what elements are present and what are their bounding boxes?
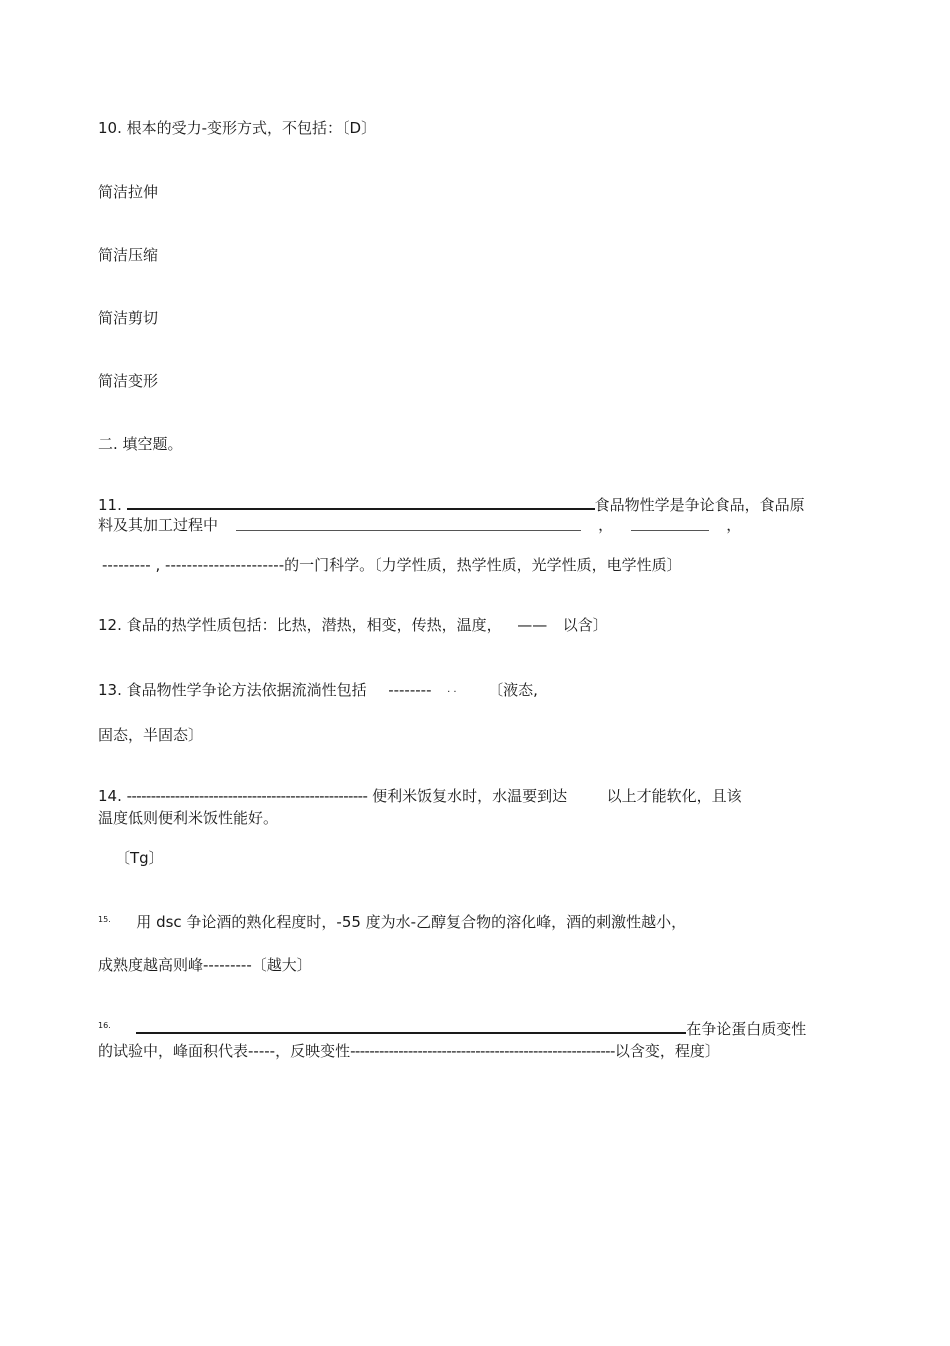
q16-dashes-1: -----	[248, 1042, 276, 1060]
q12-text: 12. 食品的热学性质包括：比热，潜热，相变，传热，温度，	[98, 616, 502, 634]
q13-line2: 固态，半固态〕	[98, 726, 204, 744]
q11-dashes-b: ----------------------	[165, 556, 285, 574]
q15-text-a: 成熟度越高则峰	[98, 956, 204, 974]
q14-line2: 温度低则便利米饭性能好。	[98, 809, 279, 827]
q11-line1	[98, 494, 805, 515]
q16-dashes-2: -------------------------------------------------------	[350, 1042, 615, 1060]
q11-comma-1: ，	[598, 516, 614, 534]
q15-text: 用 dsc 争论酒的熟化程度时，-55 度为水-乙醇复合物的溶化峰，酒的刺激性越小，	[136, 913, 687, 931]
q14-number: 14.	[98, 787, 122, 805]
q14-text2: 以上才能软化，且该	[606, 787, 742, 805]
q16-text-b: ，反映变性	[275, 1042, 351, 1060]
q10-option-b: 简洁压缩	[98, 246, 159, 264]
q10-option-c: 简洁剪切	[98, 309, 159, 327]
q16-blank	[136, 1018, 686, 1034]
q15-text-b: 〔越大〕	[251, 956, 312, 974]
q10-stem: 10. 根本的受力-变形方式，不包括：〔D〕	[98, 119, 377, 137]
q13-dashes: --------	[388, 681, 432, 699]
q13-text: 13. 食品物性学争论方法依据流淌性包括	[98, 681, 367, 699]
q15-line2	[98, 955, 312, 975]
q11-line2	[98, 515, 741, 535]
q11-blank-2	[236, 520, 581, 531]
q16-line2	[98, 1041, 720, 1061]
q16-line1	[98, 1018, 806, 1039]
q15-line1	[98, 912, 686, 932]
q16-text-c: 以含变，程度〕	[614, 1042, 720, 1060]
q11-blank-3	[631, 520, 709, 531]
q11-dashes-a: ---------	[102, 556, 151, 574]
q11-line3	[102, 555, 682, 575]
q10-option-d: 简洁变形	[98, 372, 159, 390]
q16-text-a: 的试验中，峰面积代表	[98, 1042, 249, 1060]
section-title-fill-in: 二. 填空题。	[98, 435, 183, 453]
q11-blank-1	[127, 494, 595, 510]
q11-separator: ,	[150, 556, 166, 574]
q13-tail: 〔液态,	[488, 681, 538, 699]
q13-line1	[98, 680, 538, 703]
q11-number: 11.	[98, 496, 122, 514]
q11-text1: 食品物性学是争论食品，食品原	[594, 496, 805, 514]
q12-line	[98, 615, 608, 635]
q11-text3: 的一门科学。〔力学性质，热学性质，光学性质，电学性质〕	[284, 556, 682, 574]
q14-line1	[98, 786, 742, 806]
q15-number: 15.	[98, 915, 111, 924]
q12-dash: ——	[517, 616, 548, 634]
q14-dashes: --------------------------------------------------	[126, 787, 368, 805]
q13-dots: · ·	[447, 687, 457, 698]
q11-text2: 料及其加工过程中	[98, 516, 219, 534]
q12-tail: 以含〕	[562, 616, 608, 634]
q15-dashes: ---------	[203, 956, 252, 974]
q11-comma-2: ，	[726, 516, 742, 534]
q16-number: 16.	[98, 1021, 111, 1030]
q16-text1: 在争论蛋白质变性	[686, 1020, 807, 1038]
q10-option-a: 简洁拉伸	[98, 183, 159, 201]
q14-answer: 〔Tg〕	[115, 849, 164, 867]
q14-text1: 便利米饭复水时，水温要到达	[372, 787, 568, 805]
